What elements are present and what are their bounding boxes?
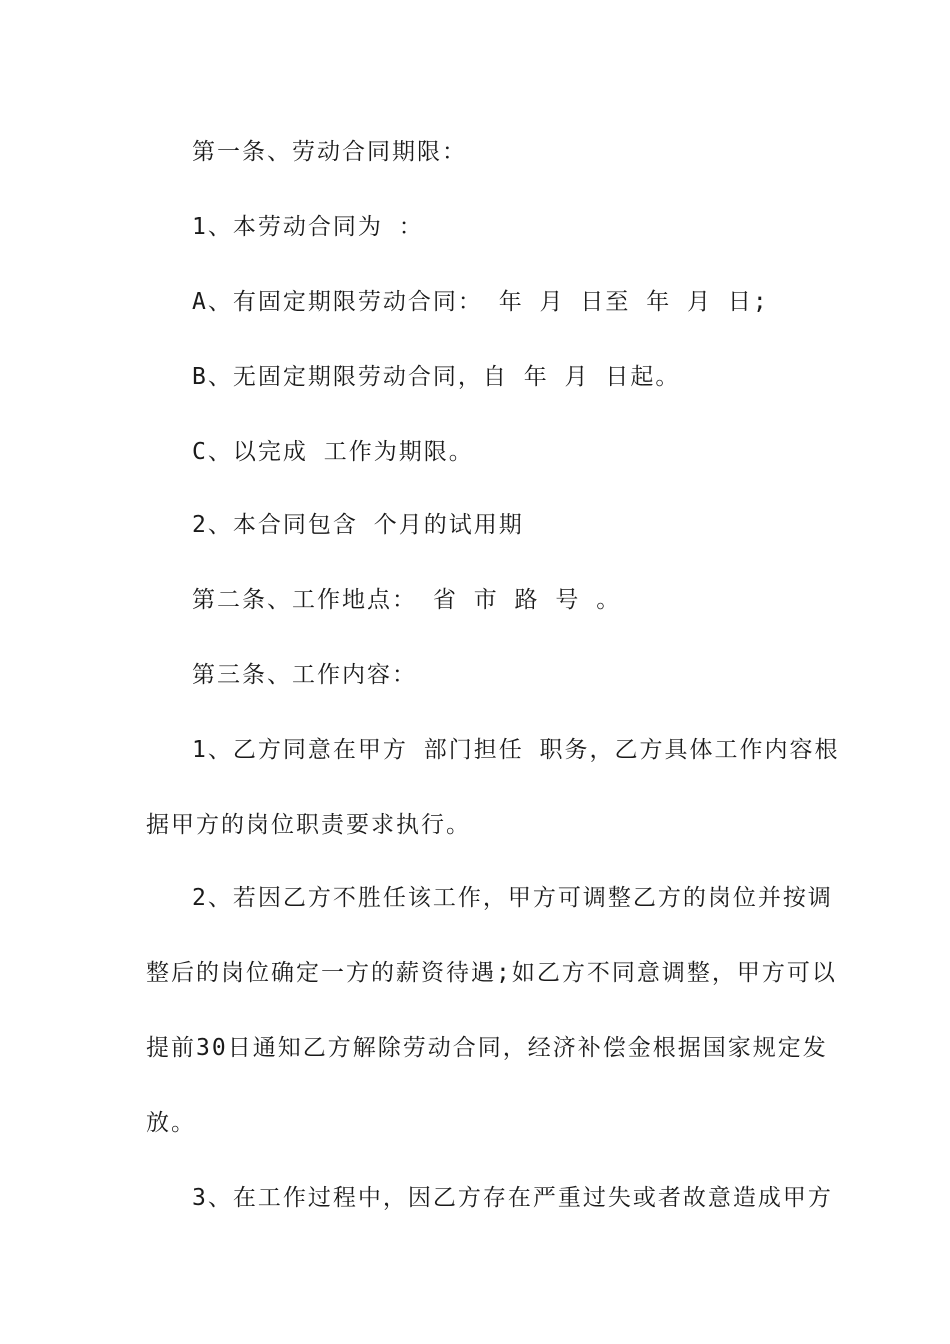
clause-3-1-line-2: 据甲方的岗位职责要求执行。 <box>146 812 471 838</box>
clause-3-2-line-3: 提前30日通知乙方解除劳动合同，经济补偿金根据国家规定发 <box>146 1035 828 1061</box>
clause-option-c: C、以完成 工作为期限。 <box>192 439 474 465</box>
clause-3-1-line-1: 1、乙方同意在甲方 部门担任 职务，乙方具体工作内容根 <box>192 737 840 763</box>
clause-option-b: B、无固定期限劳动合同，自 年 月 日起。 <box>192 364 681 390</box>
article-1-heading: 第一条、劳动合同期限： <box>192 139 467 165</box>
article-2-heading: 第二条、工作地点： 省 市 路 号 。 <box>192 587 622 613</box>
clause-1-1: 1、本劳动合同为 ： <box>192 214 424 240</box>
clause-3-2-line-1: 2、若因乙方不胜任该工作，甲方可调整乙方的岗位并按调 <box>192 885 833 911</box>
clause-1-2: 2、本合同包含 个月的试用期 <box>192 512 524 538</box>
clause-option-a: A、有固定期限劳动合同： 年 月 日至 年 月 日; <box>192 289 769 315</box>
article-3-heading: 第三条、工作内容： <box>192 662 417 688</box>
clause-3-2-line-2: 整后的岗位确定一方的薪资待遇;如乙方不同意调整，甲方可以 <box>146 960 837 986</box>
clause-3-3-line-1: 3、在工作过程中，因乙方存在严重过失或者故意造成甲方 <box>192 1185 833 1211</box>
clause-3-2-line-4: 放。 <box>146 1110 196 1136</box>
